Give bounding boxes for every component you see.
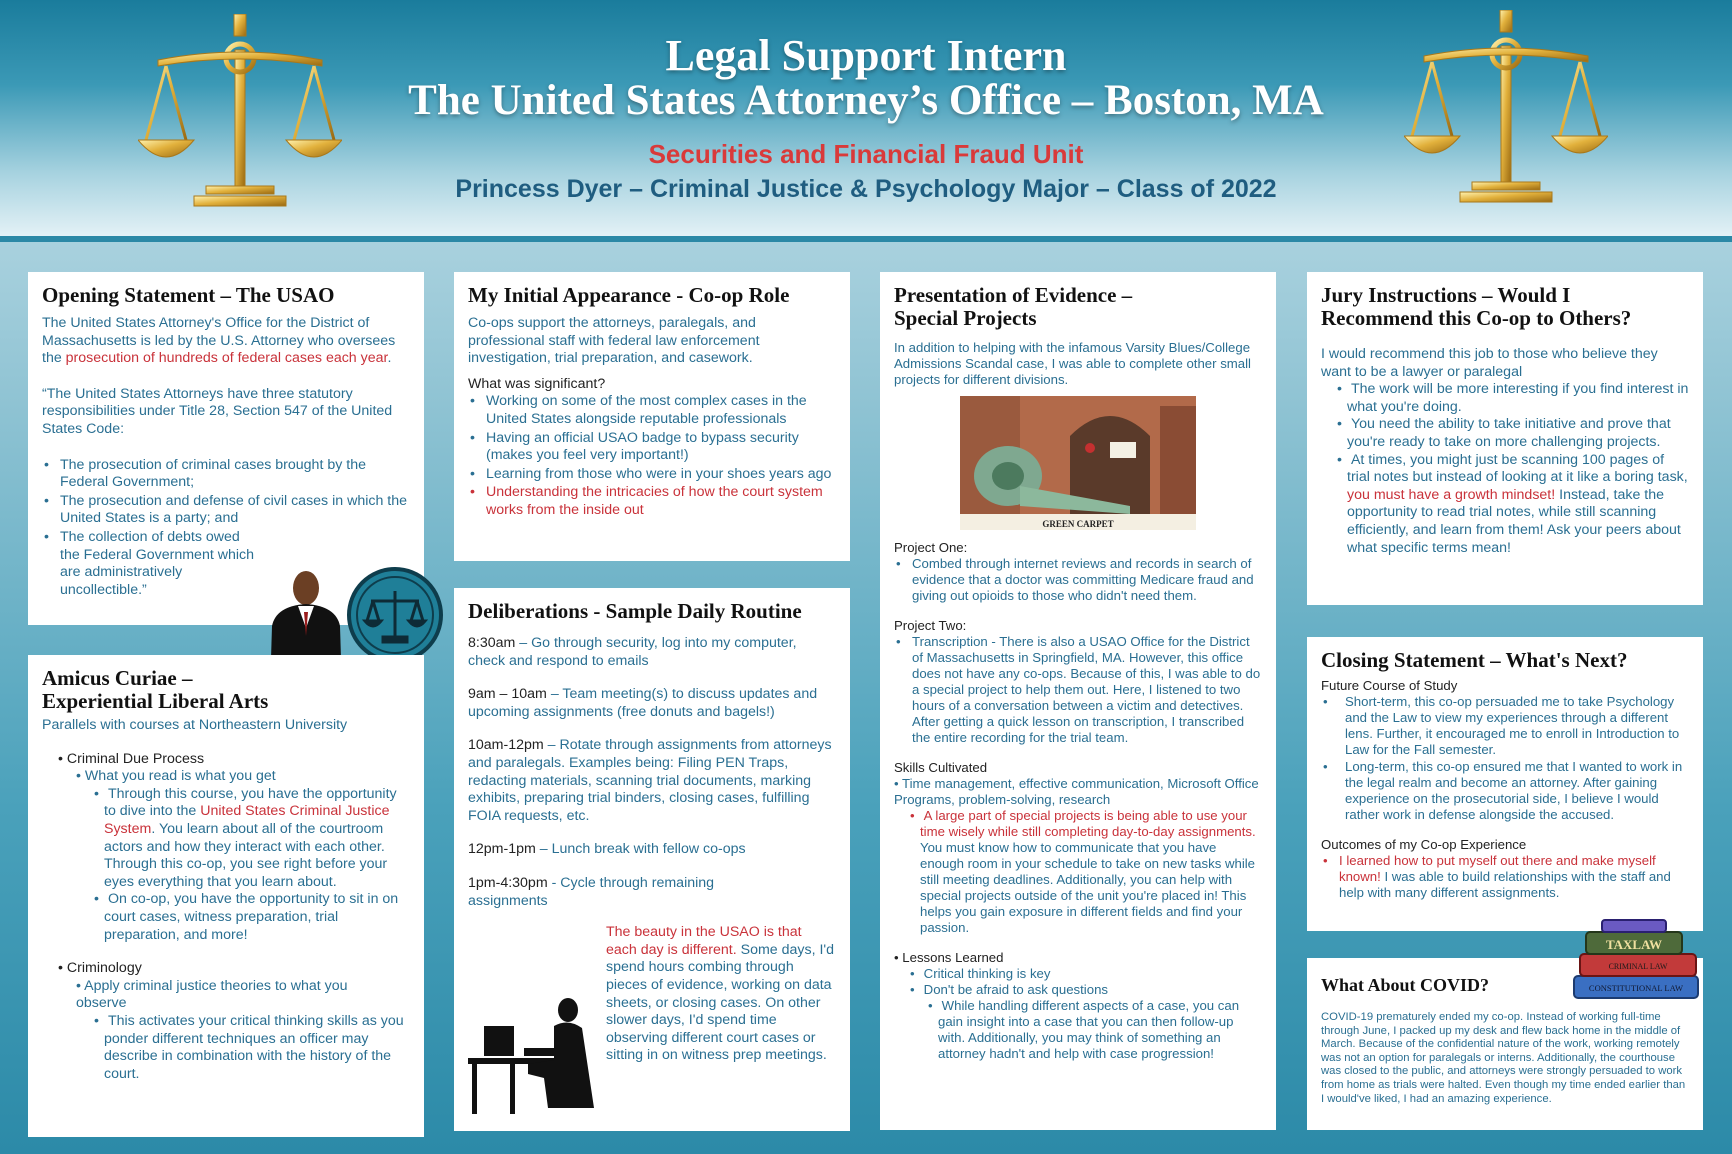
routine-row: 9am – 10am – Team meeting(s) to discuss updates and upcoming assignments (free donuts and bagels!)	[468, 686, 818, 720]
jury-item: • At times, you might just be scanning 100 pages of trial notes but instead of looking at it like a boring task, you must have a growth mindset! Instead, take the opportunity to read trial notes, while still scanning efficiently, and learn from them! Ask your peers about what specific terms mean!	[1321, 452, 1689, 558]
routine-row: 8:30am – Go through security, log into my computer, check and respond to emails	[468, 635, 797, 669]
deliberations-title: Deliberations - Sample Daily Routine	[468, 599, 802, 623]
routine-row: 12pm-1pm – Lunch break with fellow co-ops	[468, 841, 746, 858]
covid-text: COVID-19 prematurely ended my co-op. Instead of working full-time through June, I packed up my desk and flew back home in the middle of March. Because of the confidential nature of the work, working remotely was not an option for paralegals or interns. Additionally, the courthouse was closed to the public, and attorneys were strongly persuaded to work from home as trials were halted. Even though my time ended earlier than I would've liked, I had an amazing experience.	[1321, 1011, 1686, 1105]
closing-title: Closing Statement – What's Next?	[1321, 648, 1628, 672]
future-label: Future Course of Study	[1321, 678, 1458, 693]
book-middle-label: CRIMINAL LAW	[1608, 962, 1668, 971]
opening-statement-title: Opening Statement – The USAO	[42, 283, 335, 307]
list-item: • Learning from those who were in your shoes years ago	[468, 466, 836, 484]
outcomes-label: Outcomes of my Co-op Experience	[1321, 837, 1527, 852]
project-one-label: Project One:	[894, 540, 968, 555]
initial-appearance-panel	[454, 272, 850, 561]
amicus-subtitle: Parallels with courses at Northeastern University	[42, 717, 348, 733]
course-subpoint: • What you read is what you get	[76, 768, 276, 785]
project-one-list	[894, 556, 1262, 604]
outcomes-list	[1321, 853, 1689, 901]
poster-title: Legal Support Intern	[665, 31, 1067, 80]
significant-list	[468, 393, 836, 519]
project-two-label: Project Two:	[894, 618, 967, 633]
jury-title: Jury Instructions – Would I Recommend this Co-op to Others?	[1321, 283, 1632, 330]
opening-quote: “The United States Attorneys have three statutory responsibilities under Title 28, Section 547 of the United States Code:	[42, 385, 393, 437]
initial-intro: Co-ops support the attorneys, paralegals, and professional staff with federal law enforcement investigation, trial preparation, and casework.	[468, 315, 760, 367]
routine-row: 1pm-4:30pm - Cycle through remaining assignments	[468, 874, 715, 909]
closing-statement-panel	[1307, 637, 1703, 931]
skills-label: Skills Cultivated	[894, 760, 988, 775]
list-item: • Understanding the intricacies of how the court system works from the inside out	[468, 484, 836, 519]
lessons-label: • Lessons Learned	[894, 950, 1004, 965]
list-item: • Long-term, this co-op ensured me that I wanted to work in the legal realm and become an attorney. After gaining experience on the prosecutorial side, I believe I would rather work in defense alongside the accused.	[1321, 759, 1689, 823]
author-byline: Princess Dyer – Criminal Justice & Psychology Major – Class of 2022	[455, 175, 1277, 203]
routine-closing: The beauty in the USAO is that each day is different. Some days, I'd spend hours combing through pieces of evidence, working on data sheets, or closing cases. On other slower days, I'd spend time observing different court cases or sitting in on witness prep meetings.	[606, 924, 835, 1064]
book-bottom-label: CONSTITUTIONAL LAW	[1588, 983, 1684, 993]
list-item: • The collection of debts owed the Federal Government which are administratively uncollectible.”	[42, 529, 410, 599]
lesson-item: • Critical thinking is key	[894, 966, 1262, 982]
list-item: • The prosecution of criminal cases brought by the Federal Government;	[42, 457, 410, 492]
lesson-detail: • While handling different aspects of a case, you can gain insight into a case that you can then follow-up with. Additionally, you may think of something an attorney hadn't and help with case progression!	[894, 998, 1262, 1062]
jury-instructions-panel	[1307, 272, 1703, 605]
list-item: • Combed through internet reviews and records in search of evidence that a doctor was committing Medicare fraud and giving out opioids to those who didn't need them.	[894, 556, 1262, 604]
amicus-title: Amicus Curiae – Experiential Liberal Arts	[42, 666, 269, 713]
jury-item: • The work will be more interesting if you find interest in what you're doing.	[1321, 381, 1689, 416]
initial-appearance-title: My Initial Appearance - Co-op Role	[468, 283, 790, 307]
desk-worker-silhouette	[468, 998, 604, 1114]
book-top-label: TAXLAW	[1605, 937, 1663, 952]
poster-title-office: The United States Attorney’s Office – Boston, MA	[408, 77, 1324, 124]
covid-title: What About COVID?	[1321, 975, 1490, 995]
opening-intro: The United States Attorney's Office for the District of Massachusetts is led by the U.S. Attorney who oversees the prosecution of hundreds of federal cases each year.	[42, 315, 396, 367]
list-item: • Short-term, this co-op persuaded me to take Psychology and the Law to view my experiences through a different lens. Further, it encouraged me to enroll in Introduction to Law for the Fall semester.	[1321, 694, 1689, 758]
course-criminal-due-process: • Criminal Due Process	[58, 750, 205, 767]
course-detail: • This activates your critical thinking skills as you ponder different techniques an officer may describe in combination with the history of the court.	[42, 1013, 410, 1083]
list-item: • The prosecution and defense of civil cases in which the United States is a party; and	[42, 493, 410, 528]
jury-intro: I would recommend this job to those who believe they want to be a lawyer or paralegal	[1321, 346, 1658, 380]
list-item: • Transcription - There is also a USAO Office for the District of Massachusetts in Springfield, MA. However, this office does not have any co-ops. Because of this, I was able to do a special project to help them out. Here, I listened to two hours of a conversation between a victim and detectives. After getting a quick lesson on transcription, I transcribed the entire recording for the trial team.	[894, 634, 1262, 746]
jury-item: • You need the ability to take initiative and prove that you're ready to take on more challenging projects.	[1321, 416, 1689, 451]
evidence-title: Presentation of Evidence – Special Projects	[894, 283, 1133, 330]
course-subpoint: • Apply criminal justice theories to what you observe	[76, 977, 348, 1012]
lesson-item: • Don't be afraid to ask questions	[894, 982, 1262, 998]
evidence-intro: In addition to helping with the infamous Varsity Blues/College Admissions Scandal case, I was able to complete other small projects for different divisions.	[894, 340, 1251, 387]
course-detail: • Through this course, you have the opportunity to dive into the United States Criminal Justice System. You learn about all of the courtroom actors and how they interact with each other. Through this co-op, you see right before your eyes everything that you learn about.	[42, 786, 410, 892]
future-list	[1321, 694, 1689, 823]
skills-detail: • A large part of special projects is being able to use your time wisely while still completing day-to-day assignments. You must know how to communicate that you have enough room in your schedule to take on new tasks while still meeting deadlines. Additionally, you can help with special projects outside of the unit you're placed in! This helps you gain exposure in different fields and find your passion.	[894, 808, 1262, 936]
list-item: • Having an official USAO badge to bypass security (makes you feel very important!)	[468, 430, 836, 465]
cartoon-caption: GREEN CARPET	[1042, 519, 1114, 529]
project-two-list	[894, 634, 1262, 746]
list-item: • I learned how to put myself out there and make myself known! I was able to build relationships with the staff and help with many different assignments.	[1321, 853, 1689, 901]
scales-badge-icon	[347, 567, 443, 663]
deliberations-panel	[454, 588, 850, 1131]
amicus-curiae-panel	[28, 655, 424, 1137]
significant-question: What was significant?	[468, 375, 606, 392]
law-books-illustration	[1572, 918, 1702, 1002]
evidence-panel	[880, 272, 1276, 1130]
routine-row: 10am-12pm – Rotate through assignments from attorneys and paralegals. Examples being: Filing PEN Traps, redacting materials, scanning trial documents, marking exhibits, preparing trial binders, closing cases, fulfilling FOIA requests, etc.	[468, 737, 832, 824]
header-divider	[0, 236, 1732, 242]
list-item: • Working on some of the most complex cases in the United States alongside reputable professionals	[468, 393, 836, 428]
course-criminology: • Criminology	[58, 960, 142, 977]
unit-name: Securities and Financial Fraud Unit	[648, 139, 1084, 169]
course-detail: • On co-op, you have the opportunity to sit in on court cases, witness preparation, trial preparation, and more!	[42, 891, 410, 944]
green-carpet-cartoon-image	[960, 396, 1196, 530]
skills-summary: • Time management, effective communication, Microsoft Office Programs, problem-solving, research	[894, 776, 1259, 807]
